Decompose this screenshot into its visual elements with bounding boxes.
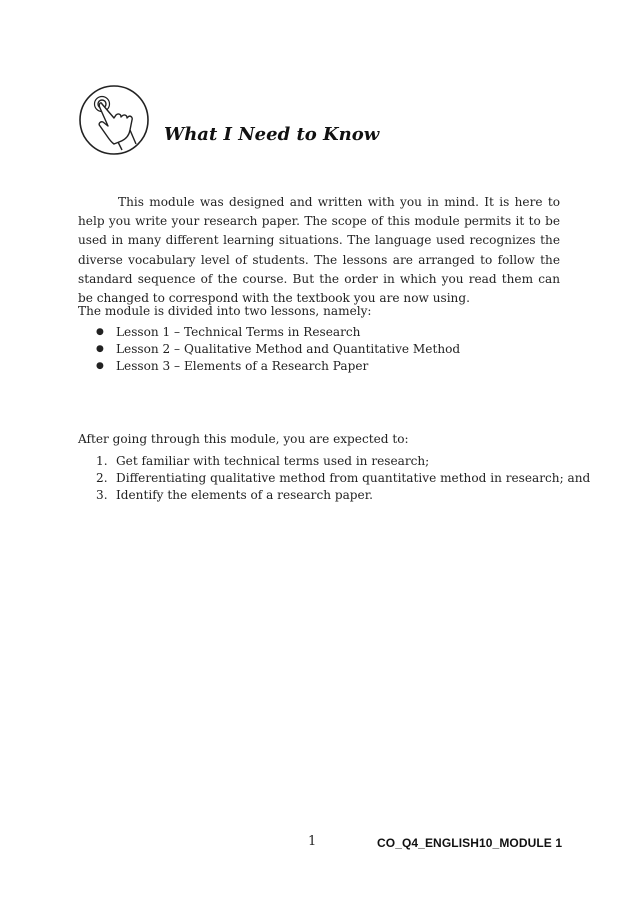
lessons-list [96,324,566,375]
list-number: 2. [96,471,108,485]
intro-paragraph: This module was designed and written with you in mind. It is here to help you write your research paper. The scope of this module permits it to be used in many different learning situations. The language used recognizes the diverse vocabulary level of students. The lessons are arranged to follow the standard sequence of the course. But the order in which you read them can be changed to correspond with the textbook you are now using. [78,195,560,306]
objectives-list [96,453,591,504]
list-item [96,470,591,487]
list-item [96,487,566,504]
section-title: What I Need to Know [164,124,380,145]
list-item: ● Lesson 2 – Qualitative Method and Quantitative Method [96,341,566,358]
list-number: 1. [96,454,108,468]
list-item [96,453,566,470]
page-number: 1 [308,834,317,849]
list-item-text: Identify the elements of a research paper. [116,488,374,502]
module-code: CO_Q4_ENGLISH10_MODULE 1 [377,836,563,850]
pointing-hand-icon [78,84,150,156]
list-item: ● Lesson 3 – Elements of a Research Paper [96,358,566,375]
list-item: ● Lesson 1 – Technical Terms in Research [96,324,566,341]
list-number: 3. [96,488,108,502]
list-item-text: Differentiating qualitative method from quantitative method in research; and [116,471,591,485]
objectives-intro: After going through this module, you are expected to: [78,432,409,446]
list-item-text: Get familiar with technical terms used in research; [116,454,430,468]
lessons-intro: The module is divided into two lessons, namely: [78,304,372,318]
